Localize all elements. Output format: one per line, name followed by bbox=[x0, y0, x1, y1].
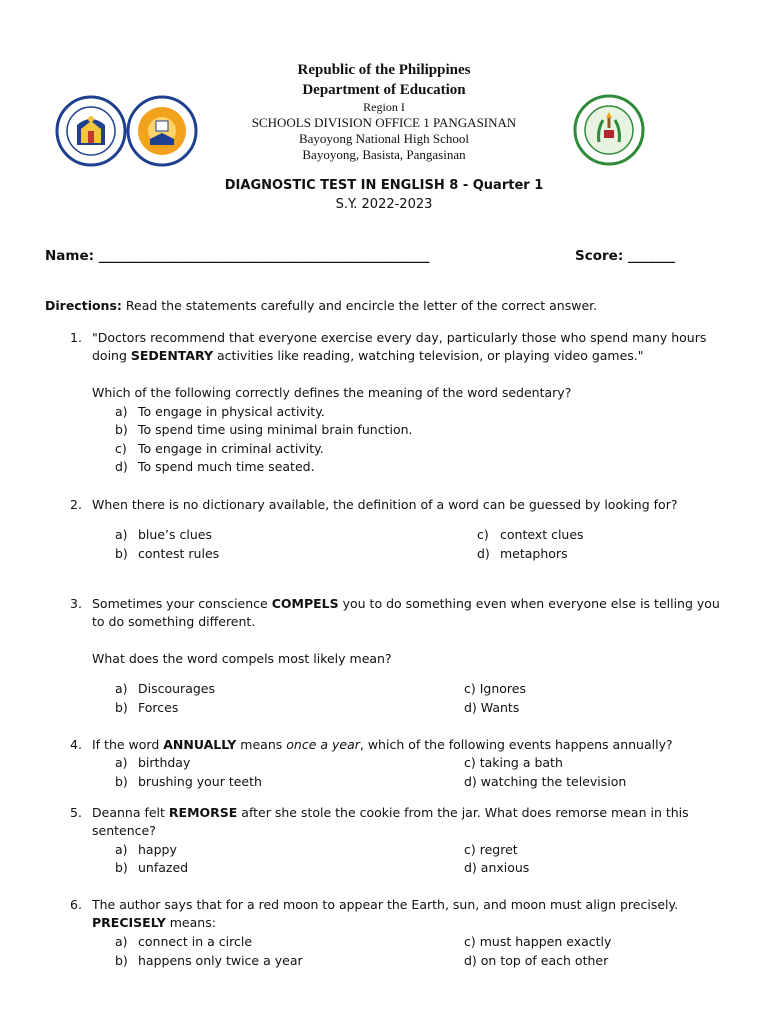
q1-line2: doing SEDENTARY activities like reading, watching television, or playing video games." bbox=[92, 348, 644, 363]
q6-option-a[interactable]: connect in a circle bbox=[138, 934, 253, 949]
q3-prompt: What does the word compels most likely mean? bbox=[92, 651, 392, 666]
division-line: SCHOOLS DIVISION OFFICE 1 PANGASINAN bbox=[251, 115, 517, 130]
q5-option-b[interactable]: unfazed bbox=[138, 860, 189, 875]
q1-option-d-letter[interactable]: d) bbox=[115, 459, 128, 474]
region-line: Region I bbox=[363, 100, 405, 114]
q3-option-a[interactable]: Discourages bbox=[138, 681, 215, 696]
q6-option-a-letter[interactable]: a) bbox=[115, 934, 128, 949]
q1-option-c-letter[interactable]: c) bbox=[115, 441, 127, 456]
q4-option-c[interactable]: c) taking a bath bbox=[464, 755, 563, 770]
name-label: Name: bbox=[45, 248, 95, 264]
q2-option-a[interactable]: blue’s clues bbox=[138, 527, 212, 542]
q1-option-a-letter[interactable]: a) bbox=[115, 404, 128, 419]
q3-keyword: COMPELS bbox=[271, 596, 339, 611]
q1-option-d[interactable]: To spend much time seated. bbox=[138, 459, 315, 474]
score-field[interactable] bbox=[575, 248, 675, 264]
school-address: Bayoyong, Basista, Pangasinan bbox=[302, 147, 466, 162]
q3-option-a-letter[interactable]: a) bbox=[115, 681, 128, 696]
school-name: Bayoyong National High School bbox=[298, 131, 470, 146]
q2-option-a-letter[interactable]: a) bbox=[115, 527, 128, 542]
q4-option-a-letter[interactable]: a) bbox=[115, 755, 128, 770]
q5-line1: Deanna felt REMORSE after she stole the cookie from the jar. What does remorse mean in this bbox=[92, 805, 689, 820]
q2-option-c[interactable]: context clues bbox=[500, 527, 584, 542]
q2-option-c-letter[interactable]: c) bbox=[477, 527, 489, 542]
q3-line1: Sometimes your conscience COMPELS you to do something even when everyone else is telling you bbox=[92, 596, 720, 611]
q3-option-b-letter[interactable]: b) bbox=[115, 700, 128, 715]
directions bbox=[45, 298, 597, 313]
q3-line2: to do something different. bbox=[92, 614, 256, 629]
q5-option-a[interactable]: happy bbox=[138, 842, 177, 857]
q4-option-b[interactable]: brushing your teeth bbox=[138, 774, 262, 789]
directions-text: Read the statements carefully and encircle the letter of the correct answer. bbox=[121, 298, 598, 313]
test-title: DIAGNOSTIC TEST IN ENGLISH 8 - Quarter 1 bbox=[224, 178, 544, 193]
q6-option-b-letter[interactable]: b) bbox=[115, 953, 128, 968]
q1-number: 1. bbox=[70, 330, 82, 345]
q5-option-a-letter[interactable]: a) bbox=[115, 842, 128, 857]
q4-number: 4. bbox=[70, 737, 82, 752]
q3-option-b[interactable]: Forces bbox=[138, 700, 179, 715]
name-blank[interactable]: _________________________________________________ bbox=[98, 248, 430, 264]
q5-number: 5. bbox=[70, 805, 82, 820]
department-heading: Department of Education bbox=[302, 82, 466, 98]
q4-keyword: ANNUALLY bbox=[163, 737, 237, 752]
q6-line2: PRECISELY means: bbox=[92, 915, 216, 930]
q3-number: 3. bbox=[70, 596, 82, 611]
score-blank[interactable]: _______ bbox=[627, 248, 676, 264]
q4-option-b-letter[interactable]: b) bbox=[115, 774, 128, 789]
q1-line1: "Doctors recommend that everyone exercise every day, particularly those who spend many hours bbox=[92, 330, 707, 345]
q5-line2: sentence? bbox=[92, 823, 156, 838]
q2-option-b-letter[interactable]: b) bbox=[115, 546, 128, 561]
q5-keyword: REMORSE bbox=[168, 805, 238, 820]
q3-option-d[interactable]: d) Wants bbox=[464, 700, 520, 715]
q2-number: 2. bbox=[70, 497, 82, 512]
name-field[interactable] bbox=[45, 248, 429, 264]
q4-line1: If the word ANNUALLY means once a year, which of the following events happens annually? bbox=[92, 737, 673, 752]
q6-number: 6. bbox=[70, 897, 82, 912]
q1-option-b-letter[interactable]: b) bbox=[115, 422, 128, 437]
score-label: Score: bbox=[575, 248, 624, 264]
q2-option-b[interactable]: contest rules bbox=[138, 546, 220, 561]
q1-option-b[interactable]: To spend time using minimal brain function. bbox=[138, 422, 413, 437]
q6-option-b[interactable]: happens only twice a year bbox=[138, 953, 303, 968]
q6-option-c[interactable]: c) must happen exactly bbox=[464, 934, 612, 949]
q2-line1: When there is no dictionary available, the definition of a word can be guessed by looking for? bbox=[92, 497, 678, 512]
school-year: S.Y. 2022-2023 bbox=[335, 197, 433, 212]
q2-option-d-letter[interactable]: d) bbox=[477, 546, 490, 561]
q6-option-d[interactable]: d) on top of each other bbox=[464, 953, 609, 968]
q4-option-a[interactable]: birthday bbox=[138, 755, 191, 770]
q1-option-a[interactable]: To engage in physical activity. bbox=[138, 404, 325, 419]
q2-option-d[interactable]: metaphors bbox=[500, 546, 568, 561]
q1-keyword: SEDENTARY bbox=[130, 348, 214, 363]
q1-option-c[interactable]: To engage in criminal activity. bbox=[138, 441, 324, 456]
q5-option-c[interactable]: c) regret bbox=[464, 842, 518, 857]
q3-option-c[interactable]: c) Ignores bbox=[464, 681, 526, 696]
q6-line1: The author says that for a red moon to appear the Earth, sun, and moon must align precisely. bbox=[92, 897, 679, 912]
q6-keyword: PRECISELY bbox=[92, 915, 166, 930]
q1-prompt: Which of the following correctly defines the meaning of the word sedentary? bbox=[92, 385, 572, 400]
republic-heading: Republic of the Philippines bbox=[297, 62, 471, 78]
q4-option-d[interactable]: d) watching the television bbox=[464, 774, 627, 789]
directions-label: Directions: bbox=[45, 298, 122, 313]
q5-option-d[interactable]: d) anxious bbox=[464, 860, 530, 875]
q5-option-b-letter[interactable]: b) bbox=[115, 860, 128, 875]
